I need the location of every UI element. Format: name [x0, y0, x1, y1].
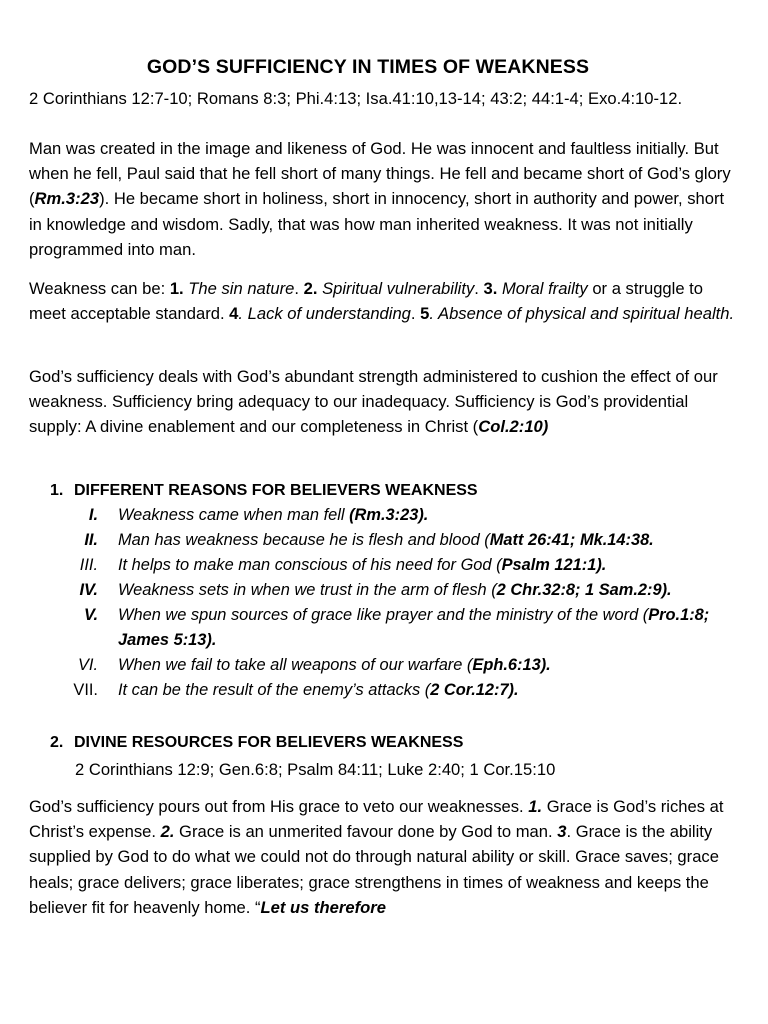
- list-item-ref: Matt 26:41; Mk.14:38.: [489, 531, 654, 549]
- section2-number: 2.: [50, 734, 64, 751]
- para1-ref: Rm.3:23: [34, 189, 100, 209]
- para2-type-1: The sin nature: [188, 279, 295, 298]
- list-item-number: VI.: [77, 656, 98, 674]
- paragraph-sufficiency: [29, 364, 741, 440]
- section2-heading: [50, 731, 463, 755]
- list-item-text: When we spun sources of grace like prayer and the ministry of the word (: [118, 606, 649, 624]
- section2-references: 2 Corinthians 12:9; Gen.6:8; Psalm 84:11; Luke 2:40; 1 Cor.15:10: [75, 760, 556, 779]
- list-item-ref: Eph.6:13).: [472, 656, 551, 674]
- para4-text-d: . Grace is the ability supplied by God to do what we could not do through natural ability or skill. Grace saves; grace heals; grace delivers; grace liberates; grace strengthens in times of weakness and keeps the believer fit for heavenly home. “: [29, 822, 719, 917]
- para4-num-3: 3: [557, 822, 567, 842]
- list-item-number: VII.: [73, 681, 98, 699]
- para3-ref: Col.2:10): [478, 417, 549, 437]
- list-item: [60, 678, 740, 703]
- list-item-text: It helps to make man conscious of his need for God (: [118, 556, 502, 574]
- list-item-ref: Psalm 121:1).: [501, 556, 607, 574]
- para1-text-b: ). He became short in holiness, short in innocency, short in authority and power, short in knowledge and wisdom. Sadly, that was how man inherited weakness. It was not initially programmed into man.: [29, 189, 725, 259]
- list-item: [60, 528, 740, 553]
- list-item-text: When we fail to take all weapons of our warfare (: [118, 656, 473, 674]
- para2-type-4: . Lack of understanding: [238, 304, 411, 324]
- para2-num-1: 1.: [169, 279, 184, 298]
- list-item-ref: 2 Cor.12:7).: [430, 681, 519, 699]
- paragraph-weakness-types: [29, 276, 741, 326]
- para2-sep-3: or a struggle to meet acceptable standard.: [29, 279, 704, 324]
- para4-text-b: Grace is God’s riches at Christ’s expense.: [29, 797, 724, 842]
- list-item-text: It can be the result of the enemy’s attacks (: [118, 681, 431, 699]
- para2-num-5: 5: [420, 304, 430, 324]
- para2-num-2: 2.: [303, 279, 318, 298]
- list-item-number: IV.: [79, 581, 98, 599]
- list-item: [60, 578, 740, 603]
- para4-text-a: God’s sufficiency pours out from His grace to veto our weaknesses.: [29, 797, 529, 816]
- para2-num-3: 3.: [483, 279, 498, 298]
- paragraph-grace: [29, 794, 741, 920]
- list-item-text: Man has weakness because he is flesh and blood (: [118, 531, 490, 549]
- section2-title: DIVINE RESOURCES FOR BELIEVERS WEAKNESS: [74, 734, 464, 751]
- list-item-ref: 2 Chr.32:8; 1 Sam.2:9).: [496, 581, 672, 599]
- section1-heading: [50, 479, 478, 503]
- para2-sep-1: .: [294, 279, 304, 298]
- para4-text-c: Grace is an unmerited favour done by God to man.: [174, 822, 558, 842]
- list-item-number: III.: [79, 556, 98, 574]
- paragraph-creation: [29, 136, 741, 262]
- para2-type-3: Moral frailty: [501, 279, 588, 298]
- para4-num-2: 2.: [160, 822, 175, 842]
- para2-type-5: . Absence of physical and spiritual health.: [429, 304, 735, 324]
- para2-sep-4: .: [410, 304, 421, 324]
- list-item-text: Weakness came when man fell: [118, 506, 350, 524]
- para2-num-4: 4: [229, 304, 239, 324]
- para1-text-a: Man was created in the image and likeness of God. He was innocent and faultless initially. But when he fell, Paul said that he fell short of many things. He fell and became short of God’s glory (: [29, 139, 731, 209]
- para4-text-e: Let us therefore: [260, 897, 386, 917]
- para3-text: God’s sufficiency deals with God’s abundant strength administered to cushion the effect of our weakness. Sufficiency bring adequacy to our inadequacy. Sufficiency is God’s providential supply: A divine enablement and our completeness in Christ (: [29, 367, 718, 437]
- page-title: GOD’S SUFFICIENCY IN TIMES OF WEAKNESS: [146, 56, 590, 78]
- list-item-number: V.: [84, 606, 98, 624]
- list-item: [60, 553, 740, 578]
- list-item: [60, 503, 740, 528]
- section1-number: 1.: [50, 482, 64, 499]
- list-item-number: II.: [84, 531, 98, 549]
- list-item: [60, 653, 740, 678]
- para2-lead: Weakness can be:: [29, 279, 170, 298]
- list-item: [60, 603, 740, 653]
- para2-sep-2: .: [474, 279, 484, 298]
- list-item-ref: (Rm.3:23).: [349, 506, 429, 524]
- list-item-ref: Pro.1:8; James 5:13).: [118, 606, 710, 649]
- section1-title: DIFFERENT REASONS FOR BELIEVERS WEAKNESS: [74, 482, 478, 499]
- para4-num-1: 1.: [528, 797, 543, 816]
- para2-type-2: Spiritual vulnerability: [322, 279, 475, 298]
- list-item-number: I.: [88, 506, 98, 524]
- intro-references: 2 Corinthians 12:7-10; Romans 8:3; Phi.4:13; Isa.41:10,13-14; 43:2; 44:1-4; Exo.4:10-12.: [29, 89, 683, 108]
- list-item-text: Weakness sets in when we trust in the arm of flesh (: [118, 581, 497, 599]
